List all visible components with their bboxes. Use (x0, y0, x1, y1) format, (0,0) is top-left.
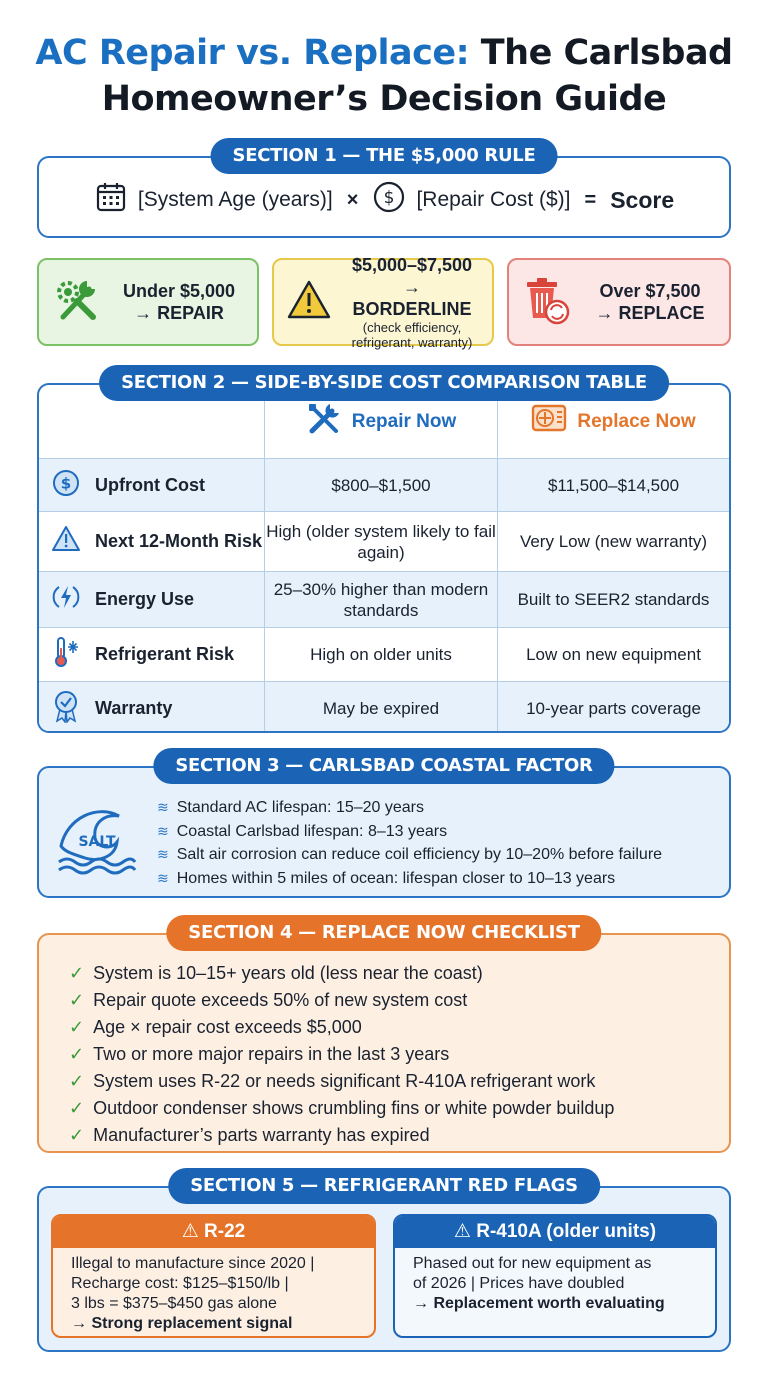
col-repair-header: Repair Now (351, 411, 457, 432)
checkmark-icon: ✓ (69, 1125, 85, 1145)
section5-label: SECTION 5 — REFRIGERANT RED FLAGS (168, 1168, 600, 1204)
borderline-card: $5,000–$7,500 → BORDERLINE (check efficiency, refrigerant, warranty) (272, 258, 494, 346)
svg-text:$: $ (60, 474, 72, 492)
table-row: $ Upfront Cost $800–$1,500 $11,500–$14,500 (39, 458, 729, 511)
r410a-card: ⚠ R-410A (older units) Phased out for new equipment as of 2026 | Prices have doubled → Replacement worth evaluating (393, 1214, 717, 1338)
svg-text:SALT: SALT (78, 834, 116, 850)
ac-unit-icon (531, 403, 567, 440)
svg-text:$: $ (384, 188, 395, 208)
section2-label: SECTION 2 — SIDE-BY-SIDE COST COMPARISON TABLE (99, 365, 669, 401)
repair-card: Under $5,000 → REPAIR (37, 258, 259, 346)
badge-icon (51, 689, 81, 728)
equals-operator: = (584, 188, 597, 211)
page-title: AC Repair vs. Replace: The Carlsbad Homeowner’s Decision Guide (35, 33, 733, 119)
times-operator: × (346, 188, 359, 211)
wave-bullet-icon: ≋ (157, 799, 169, 815)
wave-bullet-icon: ≋ (157, 869, 169, 886)
age-term: [System Age (years)] (137, 188, 333, 211)
list-item: ✓ System uses R-22 or needs significant R-410A refrigerant work (69, 1068, 614, 1095)
replace-checklist-box (37, 933, 731, 1153)
list-item: ✓ Age × repair cost exceeds $5,000 (69, 1014, 614, 1041)
checkmark-icon: ✓ (69, 963, 85, 983)
replace-card: Over $7,500 → REPLACE (507, 258, 731, 346)
col-replace-header: Replace Now (577, 411, 696, 432)
list-item: ≋ Standard AC lifespan: 15–20 years (157, 796, 662, 820)
list-item: ✓ System is 10–15+ years old (less near the coast) (69, 960, 614, 987)
trash-recycle-icon (521, 274, 571, 331)
list-item: ✓ Outdoor condenser shows crumbling fins or white powder buildup (69, 1095, 614, 1122)
list-item: ✓ Repair quote exceeds 50% of new system cost (69, 987, 614, 1014)
section4-label: SECTION 4 — REPLACE NOW CHECKLIST (166, 915, 601, 951)
r410a-title: ⚠ R-410A (older units) (395, 1216, 715, 1248)
coastal-factor-box (37, 766, 731, 898)
table-row: Warranty May be expired 10-year parts coverage (39, 681, 729, 733)
energy-icon (51, 582, 81, 617)
table-row: Next 12-Month Risk High (older system likely to fail again) Very Low (new warranty) (39, 511, 729, 571)
list-item: ≋ Coastal Carlsbad lifespan: 8–13 years (157, 820, 662, 844)
warning-icon (51, 525, 81, 558)
dollar-icon (372, 180, 406, 220)
section3-label: SECTION 3 — CARLSBAD COASTAL FACTOR (153, 748, 614, 784)
checkmark-icon: ✓ (69, 1044, 85, 1064)
score-label: Score (610, 186, 675, 213)
warning-icon (286, 279, 332, 326)
list-item: ≋ Homes within 5 miles of ocean: lifespan closer to 10–13 years (157, 867, 662, 891)
list-item: ✓ Manufacturer’s parts warranty has expired (69, 1122, 614, 1149)
r22-card: ⚠ R-22 Illegal to manufacture since 2020 | Recharge cost: $125–$150/lb | 3 lbs = $375–$450 gas alone → Strong replacement signal (51, 1214, 376, 1338)
table-row: Refrigerant Risk High on older units Low on new equipment (39, 627, 729, 681)
dollar-icon (51, 468, 81, 503)
wave-icon (57, 798, 137, 883)
section1-label: SECTION 1 — THE $5,000 RULE (211, 138, 558, 174)
table-row: Energy Use 25–30% higher than modern standards Built to SEER2 standards (39, 571, 729, 627)
cost-term: [Repair Cost ($)] (416, 188, 571, 211)
wave-bullet-icon: ≋ (157, 822, 169, 839)
thermometer-icon (51, 635, 81, 674)
list-item: ✓ Two or more major repairs in the last 3 years (69, 1041, 614, 1068)
checkmark-icon: ✓ (69, 990, 85, 1010)
checkmark-icon: ✓ (69, 1071, 85, 1091)
comparison-table (37, 383, 731, 733)
checkmark-icon: ✓ (69, 1098, 85, 1118)
tools-icon (306, 401, 342, 442)
wave-bullet-icon: ≋ (157, 846, 169, 862)
r22-title: ⚠ R-22 (53, 1216, 374, 1248)
calendar-icon (94, 180, 128, 220)
gear-wrench-icon (51, 275, 101, 330)
list-item: ≋ Salt air corrosion can reduce coil efficiency by 10–20% before failure (157, 843, 662, 867)
checkmark-icon: ✓ (69, 1017, 85, 1037)
